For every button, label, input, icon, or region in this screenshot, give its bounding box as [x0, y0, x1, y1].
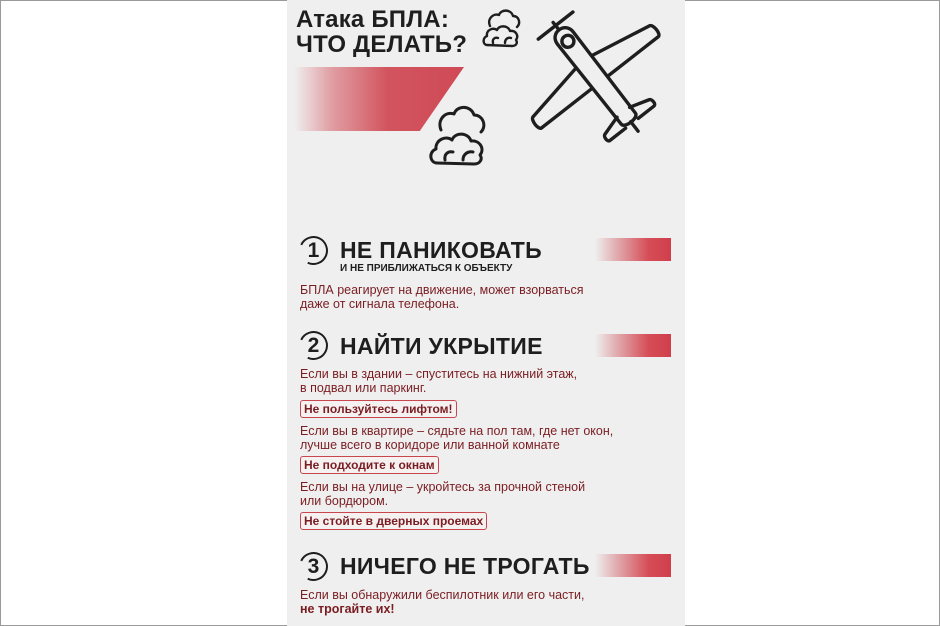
- step-1-number: 1: [307, 239, 320, 262]
- warning-tag-elevator: Не пользуйтесь лифтом!: [300, 400, 457, 418]
- airplane-icon: [515, 2, 675, 150]
- step-3-text-line-1: Если вы обнаружили беспилотник или его части,: [300, 588, 585, 602]
- step-1-heading: НЕ ПАНИКОВАТЬ: [340, 237, 542, 263]
- step-2-block-2-line-2: лучше всего в коридоре или ванной комнате: [300, 438, 560, 452]
- step-2-block-1-line-2: в подвал или паркинг.: [300, 381, 427, 395]
- cloud-icon: [427, 100, 491, 168]
- step-1-subheading: И НЕ ПРИБЛИЖАТЬСЯ К ОБЪЕКТУ: [340, 263, 513, 274]
- step-3-accent-stripe: [595, 554, 671, 577]
- step-2-block-3-line-1: Если вы на улице – укройтесь за прочной стеной: [300, 480, 586, 494]
- step-2-number: 2: [307, 334, 320, 357]
- step-2-block-2-line-1: Если вы в квартире – сядьте на пол там, где нет окон,: [300, 424, 614, 438]
- step-2-heading: НАЙТИ УКРЫТИЕ: [340, 333, 543, 359]
- step-3-text-bold: [300, 602, 395, 616]
- step-1-accent-stripe: [595, 238, 671, 261]
- step-1-text-line-2: даже от сигнала телефона.: [300, 297, 460, 311]
- step-2-block-3-line-2: или бордюром.: [300, 494, 389, 508]
- title-line-2: ЧТО ДЕЛАТЬ?: [296, 31, 468, 58]
- step-1-text-line-1: БПЛА реагирует на движение, может взорваться: [300, 283, 584, 297]
- poster-title: [296, 7, 467, 57]
- step-2-accent-stripe: [595, 334, 671, 357]
- step-3-number: 3: [307, 555, 320, 578]
- title-line-1: Атака БПЛА:: [296, 6, 450, 33]
- warning-tag-windows: Не подходите к окнам: [300, 456, 439, 474]
- step-2-block-1-line-1: Если вы в здании – спуститесь на нижний этаж,: [300, 367, 578, 381]
- step-3-warning: не трогайте их!: [300, 602, 395, 616]
- step-3-heading: НИЧЕГО НЕ ТРОГАТЬ: [340, 553, 590, 579]
- warning-tag-doorways: Не стойте в дверных проемах: [300, 512, 487, 530]
- poster: [287, 0, 685, 626]
